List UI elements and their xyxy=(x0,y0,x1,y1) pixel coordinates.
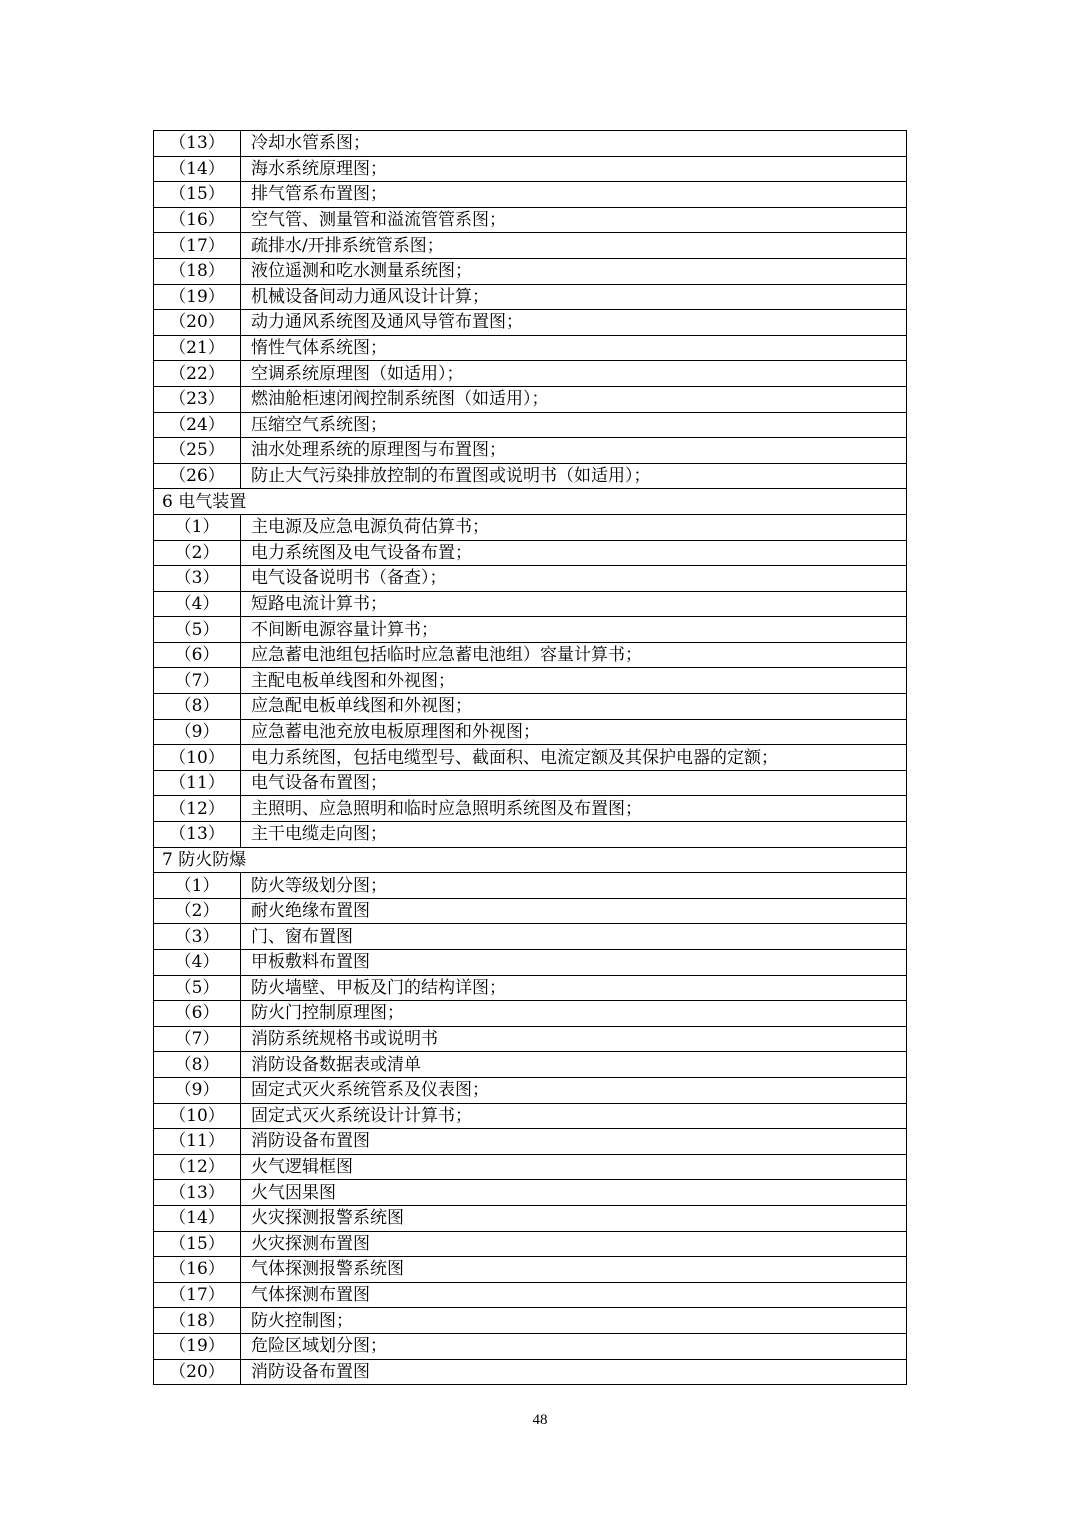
item-number: （10） xyxy=(154,745,241,771)
item-text: 防火等级划分图； xyxy=(241,873,907,899)
item-text: 主照明、应急照明和临时应急照明系统图及布置图； xyxy=(241,796,907,822)
item-number: （1） xyxy=(154,873,241,899)
table-row xyxy=(154,668,907,694)
table-row xyxy=(154,1026,907,1052)
item-number: （17） xyxy=(154,233,241,259)
item-number: （20） xyxy=(154,1359,241,1385)
item-number: （9） xyxy=(154,719,241,745)
item-text: 火气逻辑框图 xyxy=(241,1154,907,1180)
item-number: （13） xyxy=(154,822,241,848)
table-row xyxy=(154,540,907,566)
table-row xyxy=(154,258,907,284)
item-number: （14） xyxy=(154,156,241,182)
item-number: （18） xyxy=(154,1308,241,1334)
item-number: （15） xyxy=(154,1231,241,1257)
item-number: （15） xyxy=(154,182,241,208)
item-number: （6） xyxy=(154,642,241,668)
item-number: （3） xyxy=(154,566,241,592)
item-number: （11） xyxy=(154,770,241,796)
table-row xyxy=(154,412,907,438)
table-row xyxy=(154,1154,907,1180)
table-row xyxy=(154,514,907,540)
item-number: （12） xyxy=(154,1154,241,1180)
table-row xyxy=(154,335,907,361)
item-number: （16） xyxy=(154,207,241,233)
table-row xyxy=(154,438,907,464)
item-text: 危险区域划分图； xyxy=(241,1333,907,1359)
table-row xyxy=(154,719,907,745)
table-row xyxy=(154,207,907,233)
item-number: （6） xyxy=(154,1001,241,1027)
table-row xyxy=(154,233,907,259)
item-text: 消防系统规格书或说明书 xyxy=(241,1026,907,1052)
item-text: 空气管、测量管和溢流管管系图； xyxy=(241,207,907,233)
drawing-list-table xyxy=(153,130,907,1385)
section-header-row xyxy=(154,847,907,873)
table-row xyxy=(154,1205,907,1231)
item-number: （11） xyxy=(154,1129,241,1155)
item-number: （10） xyxy=(154,1103,241,1129)
item-number: （2） xyxy=(154,540,241,566)
item-number: （8） xyxy=(154,694,241,720)
table-row xyxy=(154,1001,907,1027)
table-row xyxy=(154,924,907,950)
item-number: （22） xyxy=(154,361,241,387)
table-row xyxy=(154,1282,907,1308)
page-number: 48 xyxy=(532,1412,548,1428)
drawing-list-body xyxy=(154,131,907,1385)
table-row xyxy=(154,361,907,387)
item-text: 油水处理系统的原理图与布置图； xyxy=(241,438,907,464)
item-number: （21） xyxy=(154,335,241,361)
item-text: 惰性气体系统图； xyxy=(241,335,907,361)
item-text: 火气因果图 xyxy=(241,1180,907,1206)
table-row xyxy=(154,1359,907,1385)
item-text: 主电源及应急电源负荷估算书； xyxy=(241,514,907,540)
table-row xyxy=(154,386,907,412)
table-row xyxy=(154,1333,907,1359)
item-text: 燃油舱柜速闭阀控制系统图（如适用）； xyxy=(241,386,907,412)
table-row xyxy=(154,975,907,1001)
item-number: （17） xyxy=(154,1282,241,1308)
table-row xyxy=(154,310,907,336)
item-text: 应急配电板单线图和外视图； xyxy=(241,694,907,720)
item-text: 空调系统原理图（如适用）； xyxy=(241,361,907,387)
item-text: 应急蓄电池充放电板原理图和外视图； xyxy=(241,719,907,745)
table-row xyxy=(154,1180,907,1206)
item-number: （20） xyxy=(154,310,241,336)
item-text: 疏排水/开排系统管系图； xyxy=(241,233,907,259)
item-number: （2） xyxy=(154,898,241,924)
item-number: （5） xyxy=(154,975,241,1001)
item-text: 火灾探测布置图 xyxy=(241,1231,907,1257)
item-text: 消防设备布置图 xyxy=(241,1359,907,1385)
section-title: 6 电气装置 xyxy=(154,489,907,515)
table-row xyxy=(154,284,907,310)
table-row xyxy=(154,1103,907,1129)
section-title: 7 防火防爆 xyxy=(154,847,907,873)
item-text: 动力通风系统图及通风导管布置图； xyxy=(241,310,907,336)
item-text: 门、窗布置图 xyxy=(241,924,907,950)
item-text: 应急蓄电池组包括临时应急蓄电池组）容量计算书； xyxy=(241,642,907,668)
item-text: 甲板敷料布置图 xyxy=(241,950,907,976)
table-row xyxy=(154,1308,907,1334)
item-number: （24） xyxy=(154,412,241,438)
item-number: （14） xyxy=(154,1205,241,1231)
item-text: 气体探测布置图 xyxy=(241,1282,907,1308)
item-number: （8） xyxy=(154,1052,241,1078)
item-number: （4） xyxy=(154,591,241,617)
table-row xyxy=(154,950,907,976)
item-text: 耐火绝缘布置图 xyxy=(241,898,907,924)
item-number: （13） xyxy=(154,1180,241,1206)
item-number: （16） xyxy=(154,1257,241,1283)
item-text: 消防设备布置图 xyxy=(241,1129,907,1155)
item-text: 电气设备说明书（备查）； xyxy=(241,566,907,592)
table-row xyxy=(154,566,907,592)
item-number: （23） xyxy=(154,386,241,412)
item-text: 压缩空气系统图； xyxy=(241,412,907,438)
item-text: 机械设备间动力通风设计计算； xyxy=(241,284,907,310)
table-row xyxy=(154,745,907,771)
item-number: （19） xyxy=(154,284,241,310)
item-text: 海水系统原理图； xyxy=(241,156,907,182)
item-number: （25） xyxy=(154,438,241,464)
table-row xyxy=(154,822,907,848)
table-row xyxy=(154,873,907,899)
table-row xyxy=(154,1231,907,1257)
item-number: （7） xyxy=(154,668,241,694)
table-row xyxy=(154,182,907,208)
item-text: 防火控制图； xyxy=(241,1308,907,1334)
item-number: （3） xyxy=(154,924,241,950)
item-text: 主配电板单线图和外视图； xyxy=(241,668,907,694)
item-text: 电力系统图，包括电缆型号、截面积、电流定额及其保护电器的定额； xyxy=(241,745,907,771)
item-text: 冷却水管系图； xyxy=(241,131,907,157)
item-text: 火灾探测报警系统图 xyxy=(241,1205,907,1231)
table-row xyxy=(154,591,907,617)
item-text: 电气设备布置图； xyxy=(241,770,907,796)
item-text: 防火门控制原理图； xyxy=(241,1001,907,1027)
item-text: 防火墙壁、甲板及门的结构详图； xyxy=(241,975,907,1001)
table-row xyxy=(154,1129,907,1155)
item-number: （18） xyxy=(154,258,241,284)
item-number: （9） xyxy=(154,1077,241,1103)
section-header-row xyxy=(154,489,907,515)
table-row xyxy=(154,1077,907,1103)
table-row xyxy=(154,694,907,720)
item-number: （13） xyxy=(154,131,241,157)
table-row xyxy=(154,131,907,157)
table-row xyxy=(154,617,907,643)
item-text: 固定式灭火系统管系及仪表图； xyxy=(241,1077,907,1103)
item-number: （19） xyxy=(154,1333,241,1359)
item-text: 不间断电源容量计算书； xyxy=(241,617,907,643)
item-number: （1） xyxy=(154,514,241,540)
item-text: 防止大气污染排放控制的布置图或说明书（如适用）； xyxy=(241,463,907,489)
table-row xyxy=(154,642,907,668)
item-number: （5） xyxy=(154,617,241,643)
item-text: 排气管系布置图； xyxy=(241,182,907,208)
item-number: （7） xyxy=(154,1026,241,1052)
table-row xyxy=(154,156,907,182)
item-text: 消防设备数据表或清单 xyxy=(241,1052,907,1078)
item-text: 主干电缆走向图； xyxy=(241,822,907,848)
item-text: 固定式灭火系统设计计算书； xyxy=(241,1103,907,1129)
item-text: 电力系统图及电气设备布置； xyxy=(241,540,907,566)
item-number: （12） xyxy=(154,796,241,822)
item-number: （26） xyxy=(154,463,241,489)
item-number: （4） xyxy=(154,950,241,976)
item-text: 短路电流计算书； xyxy=(241,591,907,617)
table-row xyxy=(154,463,907,489)
table-row xyxy=(154,1052,907,1078)
item-text: 液位遥测和吃水测量系统图； xyxy=(241,258,907,284)
table-row xyxy=(154,898,907,924)
table-row xyxy=(154,770,907,796)
table-row xyxy=(154,796,907,822)
table-row xyxy=(154,1257,907,1283)
item-text: 气体探测报警系统图 xyxy=(241,1257,907,1283)
